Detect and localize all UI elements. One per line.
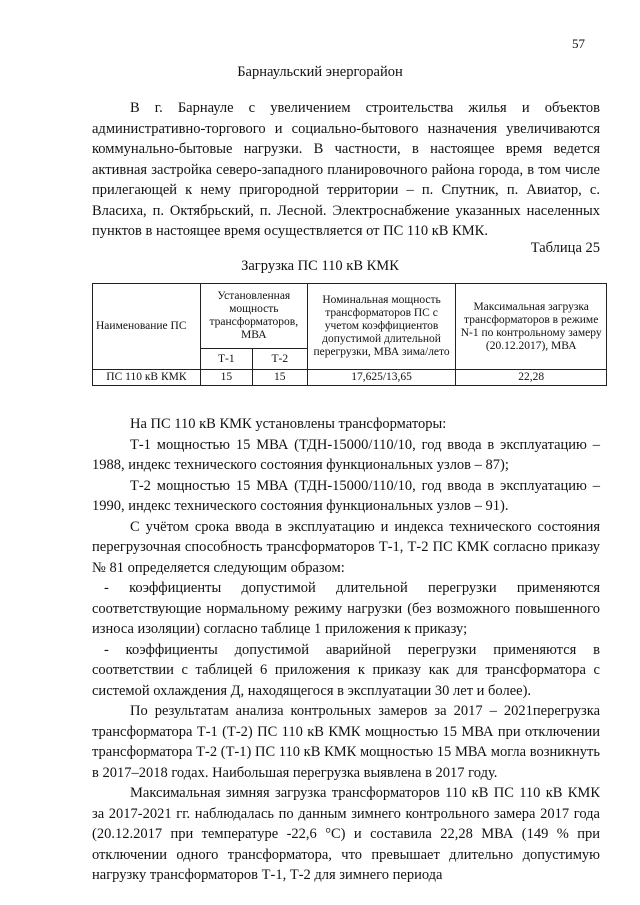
paragraph-t1: Т-1 мощностью 15 МВА (ТДН-15000/110/10, год ввода в эксплуатацию – 1988, индекс технического состояния функциональных узлов – 87); [92,436,600,473]
paragraph-max-winter-load: Максимальная зимняя загрузка трансформаторов 110 кВ ПС 110 кВ КМК за 2017-2021 гг. наблюдалась по данным зимнего контрольного замера 2017 года (20.12.2017 при температуре -22,6 °С) и составила 22,28 МВА (149 % при отключении одного трансформатора, что превышает длительно допустимую нагрузку трансформаторов Т-1, Т-2 для зимнего периода [92,785,600,883]
cell-max-load: 22,28 [456,370,607,386]
table-header-row [93,284,607,349]
page-number: 57 [572,36,585,51]
section-heading: Барнаульский энергорайон [237,64,403,80]
paragraph-t2: Т-2 мощностью 15 МВА (ТДН-15000/110/10, год ввода в эксплуатацию – 1990, индекс технического состояния функциональных узлов – 91). [92,477,600,514]
paragraph-analysis-results: По результатам анализа контрольных замеров за 2017 – 2021перегрузка трансформатора Т-1 (Т-2) ПС 110 кВ КМК мощностью 15 МВА при отключении трансформатора Т-2 (Т-1) ПС 110 кВ КМК мощностью 15 МВА могла возникнуть в 2017–2018 годах. Наибольшая перегрузка выявлена в 2017 году. [92,703,600,781]
header-nominal-capacity: Номинальная мощность трансформаторов ПС с учетом коэффициентов допустимой длительной перегрузки, МВА зима/лето [307,284,456,370]
bullet-long-term-overload: - коэффициенты допустимой длительной перегрузки применяются соответствующие нормальному режиму нагрузки (без возможного повышенного износа изоляции) согласно таблице 1 приложения к приказу; [92,580,600,637]
intro-paragraph-block [92,98,600,242]
cell-t1: 15 [200,370,252,386]
bullet-emergency-overload: - коэффициенты допустимой аварийной перегрузки применяются в соответствии с таблицей 6 приложения к приказу как для трансформатора с системой охлаждения Д, находящегося в эксплуатации 30 лет и более). [92,641,600,699]
cell-t2: 15 [252,370,307,386]
body-text-block [92,414,600,886]
header-installed-capacity: Установленная мощность трансформаторов, МВА [200,284,307,349]
substation-load-table [92,283,607,386]
table-row [93,370,607,386]
header-max-load: Максимальная загрузка трансформаторов в режиме N-1 по контрольному замеру (20.12.2017), МВА [456,284,607,370]
paragraph-transformers-intro: На ПС 110 кВ КМК установлены трансформаторы: [130,416,447,432]
cell-nominal: 17,625/13,65 [307,370,456,386]
cell-substation-name: ПС 110 кВ КМК [93,370,201,386]
header-t2: Т-2 [252,349,307,370]
header-t1: Т-1 [200,349,252,370]
table-label: Таблица 25 [530,240,600,256]
intro-paragraph: В г. Барнауле с увеличением строительства жилья и объектов административно-торгового и социально-бытового назначения увеличиваются коммунально-бытовые нагрузки. В частности, в настоящее время ведется активная застройка северо-западного планировочного района города, в том числе прилегающей к нему пригородной территории – п. Спутник, п. Авиатор, с. Власиха, п. Октябрьский, п. Лесной. Электроснабжение указанных населенных пунктов в настоящее время осуществляется от ПС 110 кВ КМК. [92,100,600,239]
table-caption: Загрузка ПС 110 кВ КМК [241,258,399,274]
header-substation-name: Наименование ПС [93,284,201,370]
paragraph-overload-capacity: С учётом срока ввода в эксплуатацию и индекса технического состояния перегрузочная способность трансформаторов Т-1, Т-2 ПС КМК согласно приказу № 81 определяется следующим образом: [92,518,600,576]
